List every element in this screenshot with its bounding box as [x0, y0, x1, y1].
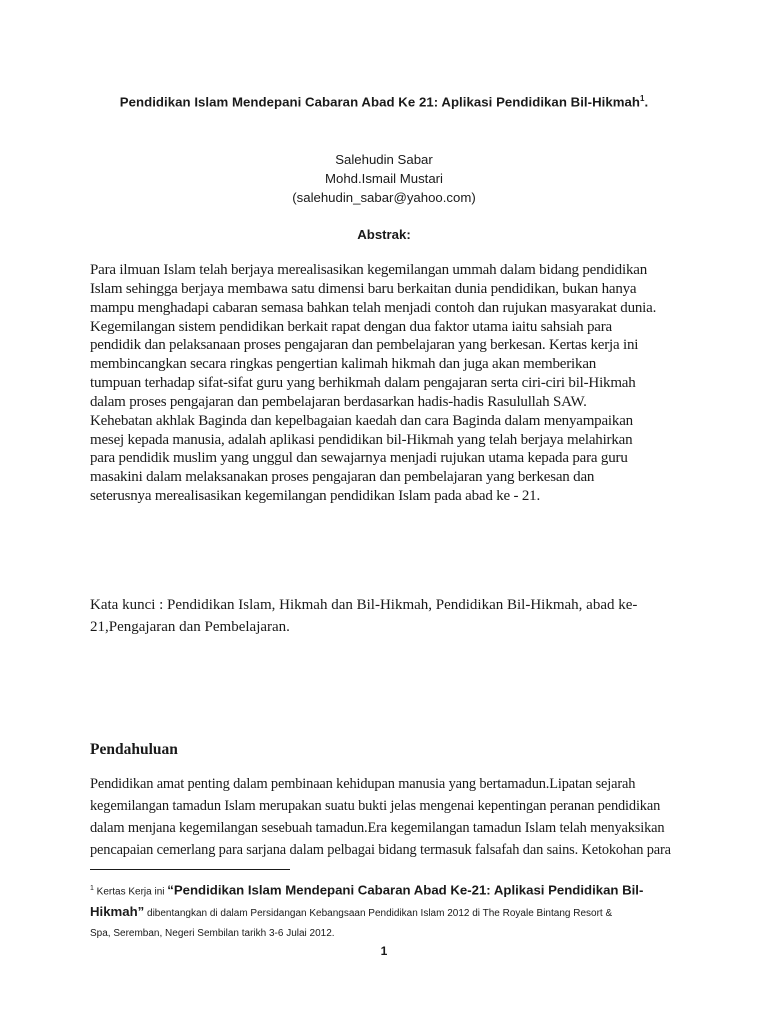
footnote-marker: 1 — [90, 885, 94, 892]
abstract-line: seterusnya merealisasikan kegemilangan pendidikan Islam pada abad ke - 21. — [90, 488, 541, 505]
abstract-line: Kegemilangan sistem pendidikan berkait rapat dengan dua faktor utama iaitu sahsiah para — [90, 318, 612, 335]
footnote-title-part-2: Hikmah” — [90, 904, 145, 920]
footnote-line-1 — [90, 879, 710, 902]
intro-line: kegemilangan tamadun Islam merupakan suatu bukti jelas mengenai kepentingan peranan pendidikan — [90, 798, 661, 814]
abstract-line: para pendidik muslim yang unggul dan sewajarnya menjadi rujukan utama kepada para guru — [90, 450, 628, 467]
abstract-line: membincangkan secara ringkas pengertian kalimah hikmah dan juga akan memberikan — [90, 356, 597, 373]
paper-title-text: Pendidikan Islam Mendepani Cabaran Abad Ke 21: Aplikasi Pendidikan Bil-Hikmah — [119, 94, 641, 110]
intro-line: dalam menjana kegemilangan sesebuah tamadun.Era kegemilangan tamadun Islam telah menyaksikan — [90, 820, 665, 836]
abstract-line: mesej kepada manusia, adalah aplikasi pendidikan bil-Hikmah yang telah berjaya melahirkan — [90, 431, 633, 448]
abstract-line: Islam sehingga berjaya membawa satu dimensi baru berkaitan dunia pendidikan, bukan hanya — [90, 280, 637, 297]
abstract-line: Para ilmuan Islam telah berjaya merealisasikan kegemilangan ummah dalam bidang pendidikan — [90, 262, 648, 278]
abstract-line: tumpuan terhadap sifat-sifat guru yang berhikmah dalam pengajaran serta ciri-ciri bil-Hikmah — [90, 375, 636, 392]
intro-line: Pendidikan amat penting dalam pembinaan kehidupan manusia yang bertamadun.Lipatan sejarah — [90, 776, 636, 792]
keywords-block — [90, 594, 650, 638]
author-name-1: Salehudin Sabar — [335, 152, 433, 167]
footnote-details: dibentangkan di dalam Persidangan Kebangsaan Pendidikan Islam 2012 di The Royale Bintang Resort & — [144, 908, 613, 920]
abstract-heading: Abstrak: — [357, 227, 411, 242]
keywords-line-1: Kata kunci : Pendidikan Islam, Hikmah dan Bil-Hikmah, Pendidikan Bil-Hikmah, abad ke- — [90, 597, 638, 613]
abstract-line: dalam proses pengajaran dan pembelajaran berdasarkan hadis-hadis Rasulullah SAW. — [90, 393, 587, 410]
section-heading-pendahuluan: Pendahuluan — [90, 741, 178, 758]
abstract-line: Kehebatan akhlak Baginda dan kepelbagaian kaedah dan cara Baginda dalam menyampaikan — [90, 412, 633, 429]
abstract-line: mampu menghadapi cabaran semasa bahkan telah menjadi contoh dan rujukan masyarakat dunia. — [90, 299, 657, 316]
page-number: 1 — [380, 944, 388, 958]
author-name-2: Mohd.Ismail Mustari — [325, 171, 443, 186]
keywords-line-2: 21,Pengajaran dan Pembelajaran. — [90, 619, 290, 635]
paper-title — [60, 94, 708, 109]
abstract-line: masakini dalam melaksanakan proses pengajaran dan pembelajaran yang berkesan dan — [90, 469, 595, 486]
footnote-line-3: Spa, Seremban, Negeri Sembilan tarikh 3-6 Julai 2012. — [90, 928, 335, 940]
intro-line: pencapaian cemerlang para sarjana dalam pelbagai bidang termasuk falsafah dan sains. Ketokohan para — [90, 842, 671, 858]
footnote-line-2 — [90, 902, 710, 924]
footnote-divider — [90, 869, 290, 870]
footnote-prefix: Kertas Kerja ini — [93, 886, 168, 898]
footnote — [90, 879, 710, 944]
paper-title-trailing: . — [644, 94, 649, 110]
footnote-title-part-1: “Pendidikan Islam Mendepani Cabaran Abad Ke-21: Aplikasi Pendidikan Bil- — [167, 882, 644, 898]
abstract-paragraph — [90, 261, 678, 506]
abstract-line: pendidik dan pelaksanaan proses pengajaran dan pembelajaran yang berkesan. Kertas kerja ini — [90, 337, 639, 354]
author-block — [180, 150, 588, 207]
title-footnote-marker[interactable]: 1 — [640, 94, 645, 103]
introduction-paragraph — [90, 773, 678, 861]
author-email: (salehudin_sabar@yahoo.com) — [292, 190, 476, 205]
